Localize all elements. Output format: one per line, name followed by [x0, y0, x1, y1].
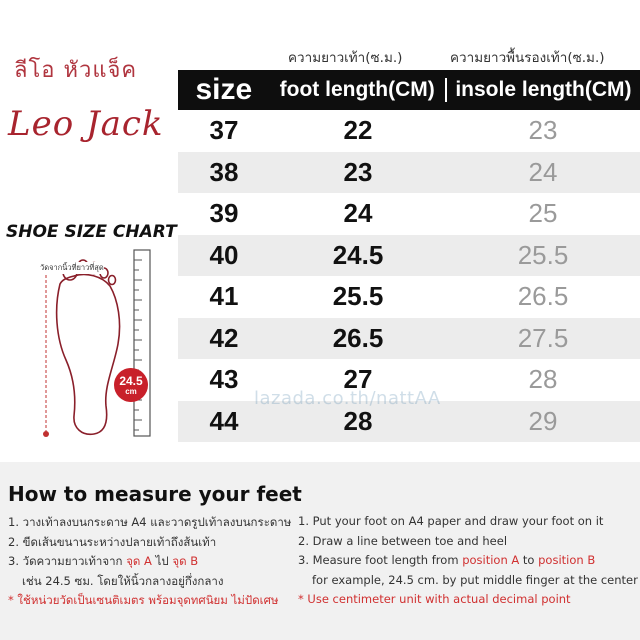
cell-foot-length: 27 [343, 364, 373, 395]
en-position-a: position A [462, 553, 520, 567]
cell-insole-length: 26.5 [517, 281, 569, 312]
table-row [178, 276, 640, 318]
size-table [178, 70, 640, 442]
cell-insole-length: 27.5 [517, 322, 569, 353]
measure-note: วัดจากนิ้วที่ยาวที่สุด [40, 263, 104, 272]
thai-step-3-text: 3. วัดความยาวเท้าจาก [8, 554, 127, 568]
thai-step-3-example: เช่น 24.5 ซม. โดยให้นิ้วกลางอยู่กึ่งกลาง [22, 573, 224, 588]
thai-header-foot-length: ความยาวเท้า(ซ.ม.) [288, 50, 403, 66]
how-to-section [0, 462, 640, 640]
shoe-size-chart-title: SHOE SIZE CHART [6, 222, 177, 242]
cell-size: 43 [209, 364, 239, 395]
cell-size: 37 [209, 115, 239, 146]
en-step-3-example: for example, 24.5 cm. by put middle finger at the center [312, 572, 638, 587]
cell-insole-length: 25.5 [517, 239, 569, 270]
table-row [178, 235, 640, 277]
watermark: lazada.co.th/nattAA [254, 388, 441, 409]
cell-size: 41 [209, 281, 239, 312]
length-badge-unit: cm [125, 387, 137, 396]
how-to-title: How to measure your feet [8, 482, 302, 506]
en-step-2: 2. Draw a line between toe and heel [298, 533, 508, 548]
cell-size: 44 [209, 405, 239, 436]
table-header-row [178, 70, 640, 110]
foot-outline-icon [57, 260, 120, 434]
brand-logo-text: Leo Jack [8, 104, 164, 144]
cell-size: 40 [209, 239, 239, 270]
cell-insole-length: 29 [528, 405, 558, 436]
cell-size: 42 [209, 322, 239, 353]
length-badge-value: 24.5 [119, 374, 143, 388]
thai-note: * ใช้หน่วยวัดเป็นเซนติเมตร พร้อมจุดทศนิยม ไม่ปัดเศษ [8, 593, 279, 607]
table-row [178, 193, 640, 235]
cell-foot-length: 24 [343, 198, 373, 229]
thai-step-3 [8, 553, 290, 573]
cell-foot-length: 22 [343, 115, 373, 146]
cell-foot-length: 25.5 [332, 281, 384, 312]
header-insole-length: insole length(CM) [445, 78, 640, 102]
en-note: * Use centimeter unit with actual decimal point [298, 592, 571, 606]
thai-step-1: 1. วางเท้าลงบนกระดาษ A4 และวาดรูปเท้าลงบนกระดาษ [8, 515, 292, 529]
ruler-icon [134, 250, 150, 436]
cell-foot-length: 23 [343, 156, 373, 187]
thai-point-a: จุด A [126, 554, 152, 568]
en-step-3-text: 3. Measure foot length from [298, 553, 463, 567]
table-row [178, 152, 640, 194]
thai-instructions [8, 514, 290, 612]
table-row [178, 110, 640, 152]
en-step-3 [298, 553, 638, 573]
en-step-3-mid: to [519, 553, 539, 567]
cell-foot-length: 28 [343, 405, 373, 436]
cell-insole-length: 23 [528, 115, 558, 146]
header-foot-length: foot length(CM) [279, 78, 435, 101]
length-badge [114, 368, 148, 402]
table-row [178, 318, 640, 360]
cell-size: 39 [209, 198, 239, 229]
en-step-1: 1. Put your foot on A4 paper and draw your foot on it [298, 514, 604, 528]
brand-thai-name: ลีโอ หัวแจ็ค [14, 58, 138, 83]
cell-foot-length: 26.5 [332, 322, 384, 353]
header-size: size [195, 73, 253, 106]
english-instructions [298, 514, 638, 612]
cell-size: 38 [209, 156, 239, 187]
cell-insole-length: 25 [528, 198, 558, 229]
thai-point-b: จุด B [172, 554, 199, 568]
cell-insole-length: 24 [528, 156, 558, 187]
thai-step-2: 2. ขีดเส้นขนานระหว่างปลายเท้าถึงส้นเท้า [8, 534, 217, 549]
en-position-b: position B [538, 553, 596, 567]
thai-header-insole-length: ความยาวพื้นรองเท้า(ซ.ม.) [450, 50, 605, 66]
cell-insole-length: 28 [528, 364, 558, 395]
measure-line [43, 267, 49, 437]
cell-foot-length: 24.5 [332, 239, 384, 270]
foot-measure-diagram [26, 248, 156, 440]
thai-step-3-mid: ไป [151, 554, 173, 568]
